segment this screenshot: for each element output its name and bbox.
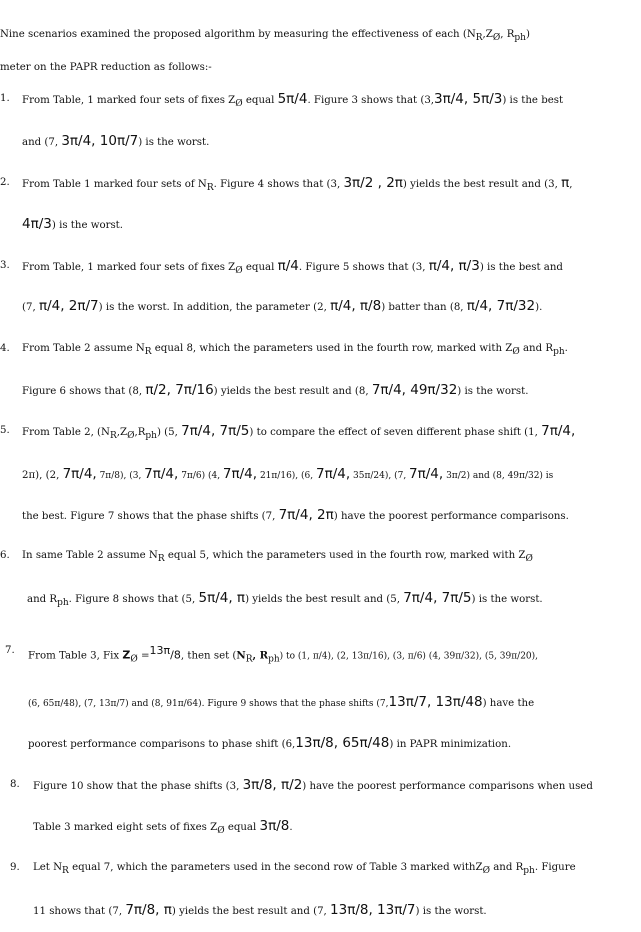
item-8-line-2: Table 3 marked eight sets of fixes $Z_Ø$ equal 3π/8. xyxy=(33,818,293,836)
intro-line-1 xyxy=(0,27,608,46)
item-1-line-2: and (7, 3π/4, 10π/7) is the worst. xyxy=(22,133,210,149)
item-2-number: 2. xyxy=(0,177,10,188)
item-3-line-1: From Table, 1 marked four sets of fixes $Z_Ø$ equal π/4. Figure 5 shows that (3, π/4, π/3) is the best and xyxy=(22,258,563,276)
item-6-line-2: and $R_{ph}$. Figure 8 shows that (5, 5π/4, π) yields the best result and (5, 7π/4, 7π/5) is the worst. xyxy=(27,590,543,608)
item-8-number: 8. xyxy=(10,779,20,790)
item-7-line-3: poorest performance comparisons to phase shift (6,13π/8, 65π/48) in PAPR minimization. xyxy=(28,735,512,751)
item-9-line-2: 11 shows that (7, 7π/8, π) yields the best result and (7, 13π/8, 13π/7) is the worst. xyxy=(33,902,487,918)
item-7-line-2: (6, 65π/48), (7, 13π/7) and (8, 91π/64). Figure 9 shows that the phase shifts (7,13π/7, 13π/48) have the xyxy=(28,694,535,710)
item-5-line-2: 2π), (2, 7π/4, 7π/8), (3, 7π/4, 7π/6) (4, 7π/4, 21π/16), (6, 7π/4, 35π/24), (7, 7π/4, 3π/2) and (8, 49π/32) is xyxy=(22,466,554,482)
item-5-number: 5. xyxy=(0,425,10,436)
item-1-line-1: From Table, 1 marked four sets of fixes $Z_Ø$ equal 5π/4. Figure 3 shows that (3,3π/4, 5π/3) is the best xyxy=(22,91,564,109)
item-3-number: 3. xyxy=(0,260,10,271)
item-5-line-1: From Table 2, $(N_R,Z_Ø,R_{ph})$ (5, 7π/4, 7π/5) to compare the effect of seven different phase shift (1, 7π/4, xyxy=(22,423,576,441)
item-2-line-2: 4π/3) is the worst. xyxy=(22,216,124,232)
item-9-line-1: Let $N_R$ equal 7, which the parameters used in the second row of Table 3 marked withZ$_Ø$ and $R_{ph}$. Figure xyxy=(33,862,576,876)
item-5-line-3: the best. Figure 7 shows that the phase shifts (7, 7π/4, 2π) have the poorest performance comparisons. xyxy=(22,507,569,523)
item-7-line-1: From Table 3, Fix $Z_Ø =^{13\pi}/8$, then set ($N_R$, $R_{ph}$) to (1, π/4), (2, 13π/16), (3, π/6) (4, 39π/32), (5, 39π/20), xyxy=(28,644,539,665)
item-4-line-2: Figure 6 shows that (8, π/2, 7π/16) yields the best result and (8, 7π/4, 49π/32) is the worst. xyxy=(22,382,529,398)
item-6-number: 6. xyxy=(0,550,10,561)
item-6-line-1: In same Table 2 assume $N_R$ equal 5, which the parameters used in the fourth row, marked with $Z_Ø$ xyxy=(22,550,533,564)
item-4-number: 4. xyxy=(0,343,10,354)
intro-line-2: meter on the PAPR reduction as follows:- xyxy=(0,62,212,73)
item-9-number: 9. xyxy=(10,862,20,873)
intro-text: Nine scenarios examined the proposed algorithm by measuring the effectiveness of each ($N_R,Z_Ø$, $R_{ph}$) xyxy=(0,29,530,43)
item-4-line-1: From Table 2 assume $N_R$ equal 8, which the parameters used in the fourth row, marked with $Z_Ø$ and $R_{ph}$. xyxy=(22,343,568,357)
item-3-line-2: (7, π/4, 2π/7) is the worst. In addition, the parameter (2, π/4, π/8) batter than (8, π/4, 7π/32). xyxy=(22,298,543,314)
item-2-line-1: From Table 1 marked four sets of $N_R$. Figure 4 shows that (3, 3π/2 , 2π) yields the best result and (3, π, xyxy=(22,175,573,193)
item-8-line-1: Figure 10 show that the phase shifts (3, 3π/8, π/2) have the poorest performance comparisons when used xyxy=(33,777,593,793)
item-1-number: 1. xyxy=(0,93,10,104)
item-7-number: 7. xyxy=(5,645,15,656)
